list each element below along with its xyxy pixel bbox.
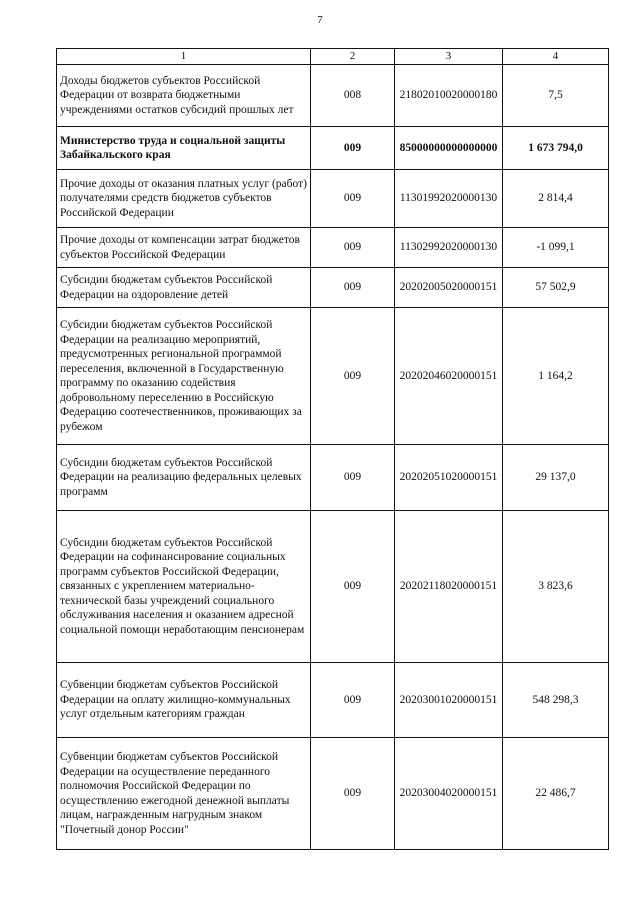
amount: 548 298,3 xyxy=(503,663,609,738)
table-row xyxy=(57,738,609,850)
budget-class-code: 11302992020000130 xyxy=(395,228,503,268)
amount: 1 164,2 xyxy=(503,308,609,445)
table-row xyxy=(57,65,609,127)
budget-class-code: 20202118020000151 xyxy=(395,511,503,663)
revenue-name: Субвенции бюджетам субъектов Российской Федерации на осуществление переданного полномочия Российской Федерации по осуществлению ежегодной денежной выплаты лицам, награжденным нагрудным знаком "Почетный донор России" xyxy=(57,738,311,850)
budget-class-code: 20203001020000151 xyxy=(395,663,503,738)
column-header: 3 xyxy=(395,49,503,65)
amount: 22 486,7 xyxy=(503,738,609,850)
table-row xyxy=(57,268,609,308)
budget-class-code: 20203004020000151 xyxy=(395,738,503,850)
budget-class-code: 21802010020000180 xyxy=(395,65,503,127)
revenue-name: Прочие доходы от компенсации затрат бюджетов субъектов Российской Федерации xyxy=(57,228,311,268)
amount: 57 502,9 xyxy=(503,268,609,308)
revenue-name: Субсидии бюджетам субъектов Российской Федерации на оздоровление детей xyxy=(57,268,311,308)
revenue-name: Доходы бюджетов субъектов Российской Федерации от возврата бюджетными учреждениями остатков субсидий прошлых лет xyxy=(57,65,311,127)
amount: -1 099,1 xyxy=(503,228,609,268)
budget-class-code: 20202046020000151 xyxy=(395,308,503,445)
table-header-row xyxy=(57,49,609,65)
admin-code: 009 xyxy=(311,445,395,511)
table-row xyxy=(57,445,609,511)
budget-class-code: 85000000000000000 xyxy=(395,127,503,170)
table-row xyxy=(57,170,609,228)
table-row xyxy=(57,308,609,445)
budget-class-code: 11301992020000130 xyxy=(395,170,503,228)
amount: 2 814,4 xyxy=(503,170,609,228)
admin-code: 009 xyxy=(311,228,395,268)
admin-code: 009 xyxy=(311,663,395,738)
revenue-name: Субвенции бюджетам субъектов Российской Федерации на оплату жилищно-коммунальных услуг отдельным категориям граждан xyxy=(57,663,311,738)
amount: 7,5 xyxy=(503,65,609,127)
revenue-name: Субсидии бюджетам субъектов Российской Федерации на реализацию мероприятий, предусмотренных региональной программой переселения, включенной в Государственную программу по оказанию содействия добровольному переселению в Российскую Федерацию соотечественников, проживающих за рубежом xyxy=(57,308,311,445)
revenue-name: Субсидии бюджетам субъектов Российской Федерации на софинансирование социальных программ субъектов Российской Федерации, связанных с укреплением материально-технической базы учреждений социального обслуживания населения и оказанием адресной социальной помощи неработающим пенсионерам xyxy=(57,511,311,663)
revenue-name: Прочие доходы от оказания платных услуг (работ) получателями средств бюджетов субъектов Российской Федерации xyxy=(57,170,311,228)
admin-code: 009 xyxy=(311,268,395,308)
admin-code: 009 xyxy=(311,170,395,228)
budget-class-code: 20202051020000151 xyxy=(395,445,503,511)
table-row xyxy=(57,663,609,738)
table-row-ministry xyxy=(57,127,609,170)
page-number: 7 xyxy=(317,14,323,26)
amount: 3 823,6 xyxy=(503,511,609,663)
budget-revenue-table xyxy=(56,48,609,850)
column-header: 2 xyxy=(311,49,395,65)
admin-code: 009 xyxy=(311,308,395,445)
amount: 29 137,0 xyxy=(503,445,609,511)
column-header: 1 xyxy=(57,49,311,65)
revenue-name: Субсидии бюджетам субъектов Российской Федерации на реализацию федеральных целевых программ xyxy=(57,445,311,511)
admin-code: 008 xyxy=(311,65,395,127)
column-header: 4 xyxy=(503,49,609,65)
admin-code: 009 xyxy=(311,511,395,663)
admin-code: 009 xyxy=(311,738,395,850)
admin-code: 009 xyxy=(311,127,395,170)
table-row xyxy=(57,511,609,663)
amount: 1 673 794,0 xyxy=(503,127,609,170)
table-row xyxy=(57,228,609,268)
budget-class-code: 20202005020000151 xyxy=(395,268,503,308)
revenue-name: Министерство труда и социальной защиты Забайкальского края xyxy=(57,127,311,170)
